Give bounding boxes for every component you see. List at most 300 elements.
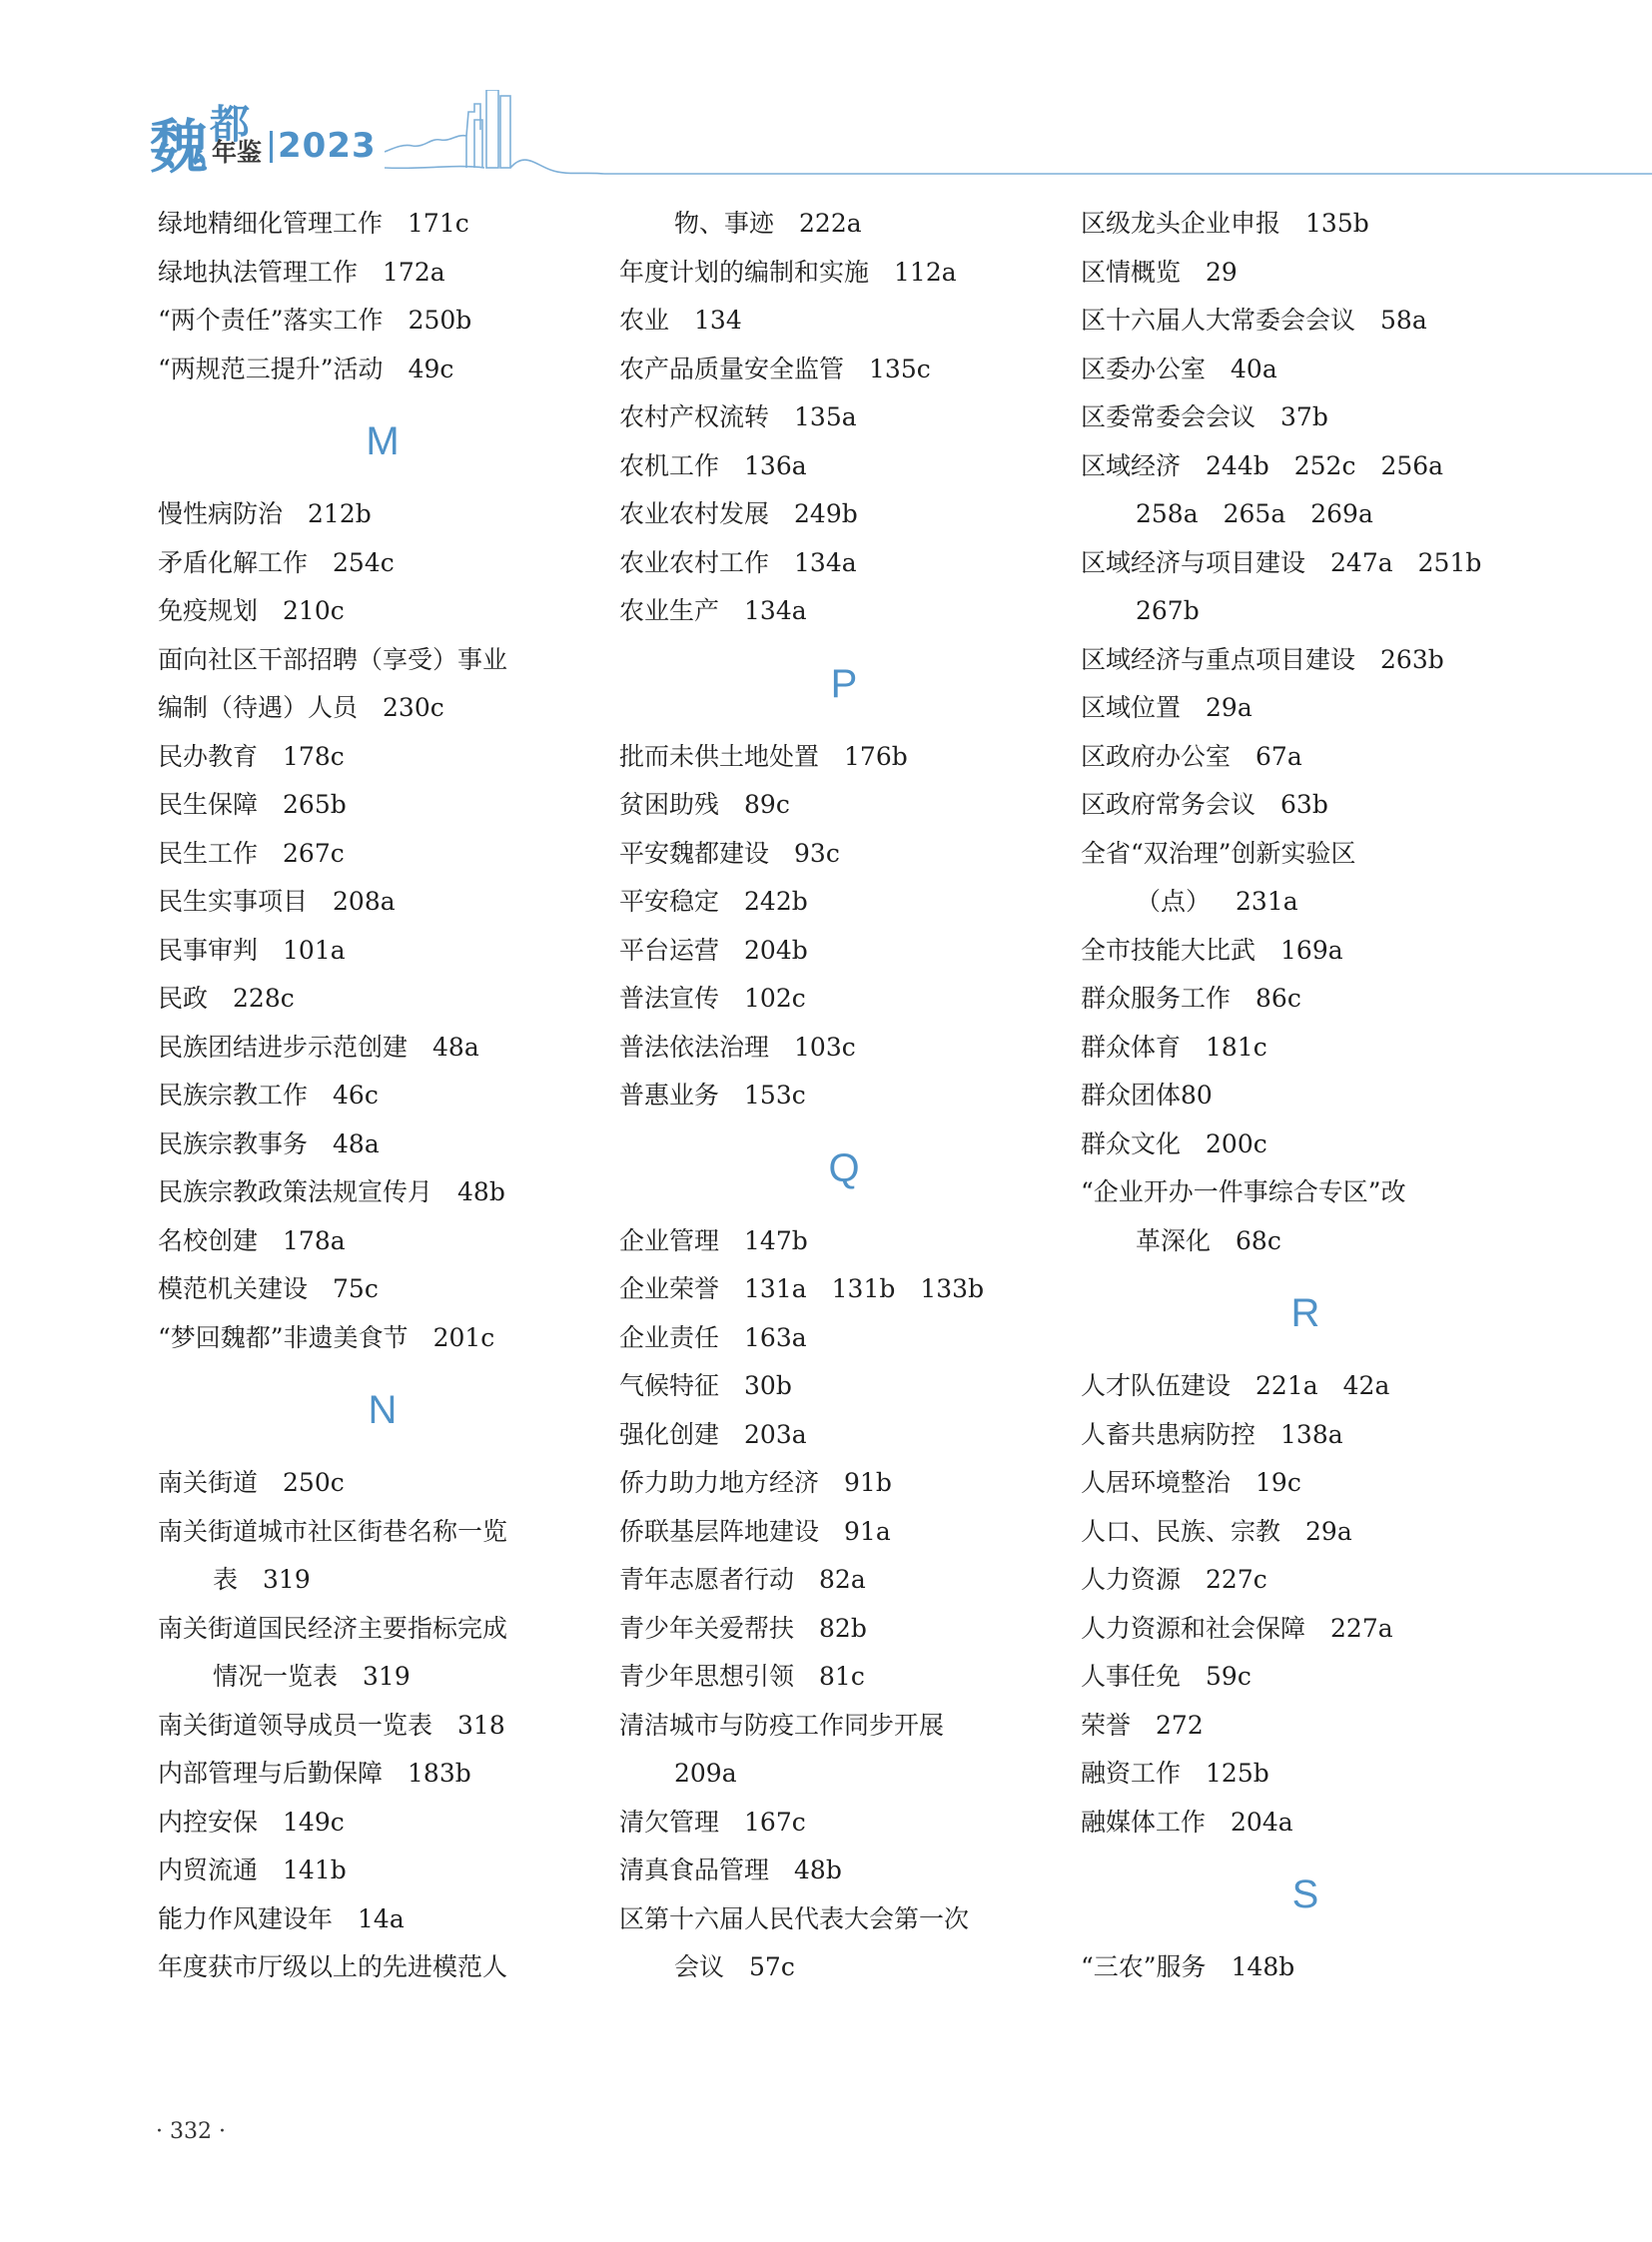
index-entry — [619, 1799, 1069, 1848]
index-term: 民政 — [158, 984, 209, 1013]
index-term: 会议 — [674, 1952, 725, 1981]
index-entry — [158, 1556, 607, 1605]
index-term: 绿地精细化管理工作 — [158, 209, 384, 238]
page-reference: 221a 42a — [1255, 1371, 1390, 1400]
index-entry — [619, 1314, 1069, 1363]
index-term: 人力资源 — [1081, 1565, 1182, 1594]
index-term: 民办教育 — [158, 741, 259, 771]
index-entry — [619, 297, 1069, 346]
index-entry — [1081, 1024, 1530, 1073]
index-entry — [1081, 539, 1530, 588]
page-reference: 29 — [1206, 257, 1238, 287]
index-term: 批而未供土地处置 — [619, 741, 820, 771]
page-reference: 46c — [333, 1081, 379, 1110]
index-term: 人事任免 — [1081, 1662, 1182, 1691]
index-entry — [158, 1943, 607, 1992]
index-term: 区域经济 — [1081, 450, 1182, 480]
index-entry — [158, 878, 607, 927]
index-term: 内部管理与后勤保障 — [158, 1759, 384, 1788]
index-term: 清真食品管理 — [619, 1856, 770, 1884]
index-term: 区十六届人大常委会会议 — [1081, 306, 1356, 335]
index-entry — [158, 684, 607, 733]
index-term: 人口、民族、宗教 — [1081, 1516, 1281, 1546]
index-entry — [158, 1653, 607, 1702]
page-reference: 265b — [283, 790, 347, 819]
index-term: 群众文化 — [1081, 1128, 1182, 1158]
index-term: 普法宣传 — [619, 984, 720, 1013]
index-entry — [1081, 1459, 1530, 1508]
index-term: 侨联基层阵地建设 — [619, 1516, 820, 1546]
page-reference: 227a — [1330, 1613, 1393, 1643]
page-reference: 181c — [1206, 1032, 1267, 1062]
index-entry — [619, 1508, 1069, 1557]
page-reference: 138a — [1280, 1419, 1343, 1449]
index-entry — [158, 733, 607, 782]
logo-year: 2023 — [278, 126, 377, 166]
index-term: 物、事迹 — [674, 209, 775, 238]
index-term: 平安稳定 — [619, 887, 720, 916]
index-term: 区第十六届人民代表大会第一次 — [619, 1903, 970, 1933]
index-entry — [1081, 781, 1530, 830]
page-reference: 101a — [283, 935, 346, 965]
index-term: 矛盾化解工作 — [158, 547, 309, 577]
page-reference: 149c — [283, 1807, 345, 1837]
page-reference: 148b — [1231, 1952, 1295, 1981]
index-entry — [1081, 1556, 1530, 1605]
page-reference: 82a — [819, 1565, 866, 1594]
index-term: 南关街道城市社区街巷名称一览 — [158, 1516, 508, 1546]
index-term: 荣誉 — [1081, 1710, 1132, 1740]
page-reference: 63b — [1280, 790, 1328, 819]
index-term: 南关街道国民经济主要指标完成 — [158, 1613, 508, 1643]
index-term: 贫困助残 — [619, 790, 720, 819]
page-reference: 227c — [1206, 1565, 1267, 1594]
page-reference: 267c — [283, 838, 345, 868]
index-entry — [158, 927, 607, 976]
index-entry — [619, 975, 1069, 1024]
index-term: 年度获市厅级以上的先进模范人 — [158, 1952, 508, 1981]
index-entry — [158, 1847, 607, 1895]
page-reference: 89c — [744, 790, 790, 819]
skyline-illustration — [385, 90, 1652, 180]
page-reference: 136a — [744, 450, 807, 480]
index-entry — [619, 346, 1069, 394]
index-term: 企业荣誉 — [619, 1274, 720, 1303]
index-term: 区域经济与项目建设 — [1081, 547, 1306, 577]
index-entry — [619, 393, 1069, 442]
page-reference: 135a — [794, 402, 857, 431]
page-header — [0, 0, 1652, 180]
page-reference: 169a — [1280, 935, 1343, 965]
page-reference: 203a — [744, 1419, 807, 1449]
index-term: 民生工作 — [158, 838, 259, 868]
index-entry — [158, 781, 607, 830]
page-reference: 167c — [744, 1807, 806, 1837]
index-term: 绿地执法管理工作 — [158, 257, 359, 287]
index-term: （点） — [1136, 887, 1212, 916]
logo-du: 都 — [210, 102, 250, 148]
index-term: 企业责任 — [619, 1322, 720, 1352]
page-reference: 210c — [283, 596, 345, 625]
index-entry — [158, 249, 607, 298]
index-entry — [619, 878, 1069, 927]
page-reference: 134a — [744, 596, 807, 625]
index-term: 农业农村工作 — [619, 547, 770, 577]
page-reference: 249b — [794, 499, 858, 528]
index-entry — [619, 1362, 1069, 1411]
index-term: “两个责任”落实工作 — [158, 306, 384, 335]
page-reference: 171c — [408, 209, 469, 238]
section-letter-heading: Q — [828, 1145, 860, 1190]
index-term: 情况一览表 — [213, 1662, 339, 1691]
index-term: 全市技能大比武 — [1081, 935, 1256, 965]
index-term: “两规范三提升”活动 — [158, 354, 384, 383]
index-entry — [1081, 733, 1530, 782]
page-reference: 131a 131b 133b — [744, 1274, 985, 1303]
index-term: 民生实事项目 — [158, 887, 309, 916]
page-reference: 176b — [844, 741, 908, 771]
index-entry — [619, 1605, 1069, 1654]
index-entry — [158, 587, 607, 636]
page-reference: 48a — [432, 1032, 479, 1062]
index-entry — [158, 297, 607, 346]
index-entry — [619, 781, 1069, 830]
index-entry — [158, 1702, 607, 1751]
index-entry — [619, 539, 1069, 588]
page-reference: 153c — [744, 1081, 806, 1110]
index-entry — [1081, 1605, 1530, 1654]
index-entry — [158, 1217, 607, 1266]
page-reference: 48b — [457, 1177, 505, 1206]
index-entry — [619, 200, 1069, 249]
page-reference: 178a — [283, 1225, 346, 1255]
index-entry — [158, 830, 607, 879]
page-reference: 75c — [333, 1274, 379, 1303]
logo-nianjian: 年鉴 — [212, 138, 263, 167]
index-entry — [1081, 442, 1530, 491]
index-term: 区级龙头企业申报 — [1081, 209, 1281, 238]
index-term: 能力作风建设年 — [158, 1903, 334, 1933]
index-entry — [619, 1411, 1069, 1460]
index-term: 内贸流通 — [158, 1856, 259, 1884]
page-reference: 141b — [283, 1856, 347, 1884]
index-entry — [619, 1265, 1069, 1314]
index-term: 青少年关爱帮扶 — [619, 1613, 795, 1643]
index-term: 群众体育 — [1081, 1032, 1182, 1062]
page-reference: 318 — [457, 1710, 505, 1740]
index-term: 民事审判 — [158, 935, 259, 965]
page-reference: 30b — [744, 1371, 792, 1400]
index-term: 民族团结进步示范创建 — [158, 1032, 409, 1062]
index-term: 融媒体工作 — [1081, 1807, 1207, 1837]
page-reference: 48a — [333, 1128, 380, 1158]
index-entry — [1081, 393, 1530, 442]
index-entry — [1081, 1362, 1530, 1411]
index-entry — [158, 1459, 607, 1508]
index-entry — [1081, 927, 1530, 976]
index-entry — [1081, 490, 1530, 539]
page-reference: 86c — [1255, 984, 1301, 1013]
index-term: 平安魏都建设 — [619, 838, 770, 868]
index-entry — [1081, 1702, 1530, 1751]
page-reference: 172a — [383, 257, 445, 287]
page-number: · 332 · — [156, 2119, 226, 2144]
index-entry — [1081, 1508, 1530, 1557]
index-term: 气候特征 — [619, 1371, 720, 1400]
index-entry — [1081, 346, 1530, 394]
index-term: 人才队伍建设 — [1081, 1371, 1232, 1400]
page-reference: 58a — [1380, 306, 1427, 335]
page-reference: 37b — [1280, 402, 1328, 431]
index-term: 侨力助力地方经济 — [619, 1468, 820, 1497]
index-term: “三农”服务 — [1081, 1952, 1207, 1981]
index-term: 农业农村发展 — [619, 499, 770, 528]
page-reference: 135c — [869, 354, 931, 383]
index-entry — [158, 1265, 607, 1314]
index-entry — [619, 1750, 1069, 1799]
index-entry — [619, 1653, 1069, 1702]
index-term: 南关街道领导成员一览表 — [158, 1710, 433, 1740]
page-reference: 102c — [744, 984, 806, 1013]
page-reference: 91b — [844, 1468, 892, 1497]
page-reference: 231a — [1236, 887, 1298, 916]
index-entry — [1081, 249, 1530, 298]
logo-wei: 魏 — [150, 113, 209, 181]
section-letter-heading: P — [830, 661, 858, 706]
index-term: 普法依法治理 — [619, 1032, 770, 1062]
index-term: 农村产权流转 — [619, 402, 770, 431]
page-reference: 91a — [844, 1516, 891, 1546]
page-reference: 319 — [263, 1565, 311, 1594]
index-column-3 — [1081, 200, 1530, 1992]
page-reference: 230c — [383, 693, 444, 722]
index-entry — [619, 1217, 1069, 1266]
index-term: 农产品质量安全监管 — [619, 354, 845, 383]
index-entry — [158, 539, 607, 588]
page-reference: 49c — [408, 354, 454, 383]
index-entry — [619, 1702, 1069, 1751]
index-term: 区情概览 — [1081, 257, 1182, 287]
index-term: 青少年思想引领 — [619, 1662, 795, 1691]
index-term: 表 — [213, 1565, 239, 1594]
index-entry — [158, 1024, 607, 1073]
page-reference: 222a — [799, 209, 862, 238]
index-entry — [158, 1508, 607, 1557]
index-term: 南关街道 — [158, 1468, 259, 1497]
index-entry — [619, 442, 1069, 491]
index-term: 农业生产 — [619, 596, 720, 625]
index-term: 区政府常务会议 — [1081, 790, 1256, 819]
index-entry — [619, 830, 1069, 879]
index-entry — [158, 1314, 607, 1363]
page-reference: 254c — [333, 547, 395, 577]
index-term: 区域位置 — [1081, 693, 1182, 722]
index-term: 农机工作 — [619, 450, 720, 480]
index-term: 人力资源和社会保障 — [1081, 1613, 1306, 1643]
index-term: 群众团体80 — [1081, 1081, 1213, 1110]
index-entry — [158, 1605, 607, 1654]
index-term: 区政府办公室 — [1081, 741, 1232, 771]
page-reference: 204a — [1231, 1807, 1293, 1837]
section-letter-heading: N — [368, 1388, 398, 1432]
page-reference: 247a 251b — [1330, 547, 1482, 577]
index-term: 267b — [1136, 596, 1200, 625]
page-reference: 112a — [894, 257, 957, 287]
index-entry — [619, 1072, 1069, 1121]
page-reference: 212b — [308, 499, 372, 528]
page-reference: 103c — [794, 1032, 856, 1062]
index-entry — [1081, 830, 1530, 879]
index-term: 农业 — [619, 306, 670, 335]
index-term: 慢性病防治 — [158, 499, 284, 528]
index-term: 区域经济与重点项目建设 — [1081, 644, 1356, 674]
index-term: 企业管理 — [619, 1225, 720, 1255]
index-term: 平台运营 — [619, 935, 720, 965]
page-reference: 135b — [1305, 209, 1369, 238]
index-entry — [158, 1121, 607, 1169]
page-reference: 200c — [1206, 1128, 1267, 1158]
index-entry — [1081, 1072, 1530, 1121]
index-entry — [158, 200, 607, 249]
index-entry — [1081, 1799, 1530, 1848]
index-term: 普惠业务 — [619, 1081, 720, 1110]
index-entry — [619, 1024, 1069, 1073]
section-letter-heading: S — [1291, 1872, 1319, 1916]
index-term: 模范机关建设 — [158, 1274, 309, 1303]
index-entry — [158, 1072, 607, 1121]
page-reference: 93c — [794, 838, 840, 868]
page-reference: 40a — [1231, 354, 1277, 383]
index-term: 民生保障 — [158, 790, 259, 819]
index-entry — [158, 1799, 607, 1848]
page-reference: 263b — [1380, 644, 1444, 674]
index-term: 年度计划的编制和实施 — [619, 257, 870, 287]
index-entry — [619, 1459, 1069, 1508]
page-reference: 82b — [819, 1613, 867, 1643]
index-entry — [1081, 684, 1530, 733]
page-reference: 250c — [283, 1468, 345, 1497]
index-entry — [158, 1895, 607, 1944]
index-term: 区委常委会会议 — [1081, 402, 1256, 431]
page-reference: 319 — [363, 1662, 411, 1691]
index-term: 清欠管理 — [619, 1807, 720, 1837]
index-entry — [158, 975, 607, 1024]
index-entry — [619, 733, 1069, 782]
page-reference: 147b — [744, 1225, 808, 1255]
index-entry — [1081, 587, 1530, 636]
index-entry — [1081, 1750, 1530, 1799]
index-term: 强化创建 — [619, 1419, 720, 1449]
page-reference: 178c — [283, 741, 345, 771]
page-reference: 208a — [333, 887, 396, 916]
index-term: 209a — [674, 1759, 737, 1788]
page-reference: 250b — [408, 306, 472, 335]
index-term: 民族宗教事务 — [158, 1128, 309, 1158]
index-entry — [1081, 200, 1530, 249]
index-term: 民族宗教工作 — [158, 1081, 309, 1110]
index-term: 258a 265a 269a — [1136, 499, 1373, 528]
index-term: 全省“双治理”创新实验区 — [1081, 838, 1356, 868]
page-reference: 204b — [744, 935, 808, 965]
page-reference: 228c — [233, 984, 295, 1013]
page-reference: 201c — [432, 1322, 495, 1352]
page-reference: 183b — [408, 1759, 471, 1788]
index-entry — [158, 1750, 607, 1799]
index-entry — [1081, 636, 1530, 685]
index-entry — [158, 490, 607, 539]
index-entry — [1081, 297, 1530, 346]
index-entry — [619, 1943, 1069, 1992]
index-term: 内控安保 — [158, 1807, 259, 1837]
index-entry — [158, 1168, 607, 1217]
index-column-1 — [158, 200, 607, 1992]
page-reference: 67a — [1255, 741, 1302, 771]
index-term: 融资工作 — [1081, 1759, 1182, 1788]
index-term: 青年志愿者行动 — [619, 1565, 795, 1594]
page-reference: 48b — [794, 1856, 842, 1884]
index-term: 革深化 — [1136, 1225, 1212, 1255]
index-term: 免疫规划 — [158, 596, 259, 625]
index-entry — [158, 346, 607, 394]
page-reference: 134a — [794, 547, 857, 577]
index-entry — [1081, 1943, 1530, 1992]
page-reference: 244b 252c 256a — [1206, 450, 1444, 480]
index-entry — [1081, 1121, 1530, 1169]
index-term: 名校创建 — [158, 1225, 259, 1255]
index-term: 面向社区干部招聘（享受）事业 — [158, 644, 508, 674]
index-entry — [619, 249, 1069, 298]
page-reference: 29a — [1305, 1516, 1352, 1546]
index-term: 编制（待遇）人员 — [158, 693, 359, 722]
index-entry — [1081, 1653, 1530, 1702]
index-entry — [1081, 878, 1530, 927]
section-letter-heading: M — [366, 419, 400, 463]
page-reference: 29a — [1206, 693, 1252, 722]
page-reference: 19c — [1255, 1468, 1301, 1497]
index-entry — [1081, 1168, 1530, 1217]
page-reference: 68c — [1236, 1225, 1281, 1255]
index-term: “梦回魏都”非遗美食节 — [158, 1322, 409, 1352]
index-entry — [619, 927, 1069, 976]
index-entry — [619, 1847, 1069, 1895]
section-letter-heading: R — [1290, 1291, 1320, 1335]
index-entry — [619, 490, 1069, 539]
index-entry — [619, 1895, 1069, 1944]
page-reference: 242b — [744, 887, 808, 916]
page-reference: 134 — [694, 306, 742, 335]
index-term: 群众服务工作 — [1081, 984, 1232, 1013]
page-reference: 125b — [1206, 1759, 1269, 1788]
index-term: 民族宗教政策法规宣传月 — [158, 1177, 433, 1206]
index-entry — [1081, 1411, 1530, 1460]
index-entry — [1081, 1217, 1530, 1266]
index-term: 清洁城市与防疫工作同步开展 — [619, 1710, 945, 1740]
index-entry — [619, 1556, 1069, 1605]
index-entry — [1081, 975, 1530, 1024]
index-term: 人居环境整治 — [1081, 1468, 1232, 1497]
index-entry — [619, 587, 1069, 636]
page-reference: 163a — [744, 1322, 807, 1352]
index-term: 人畜共患病防控 — [1081, 1419, 1256, 1449]
index-term: 区委办公室 — [1081, 354, 1207, 383]
page-reference: 81c — [819, 1662, 865, 1691]
logo-separator — [270, 131, 273, 163]
page-reference: 14a — [358, 1903, 405, 1933]
index-column-2 — [619, 200, 1069, 1992]
page-reference: 59c — [1206, 1662, 1251, 1691]
index-entry — [158, 636, 607, 685]
page-reference: 57c — [749, 1952, 795, 1981]
